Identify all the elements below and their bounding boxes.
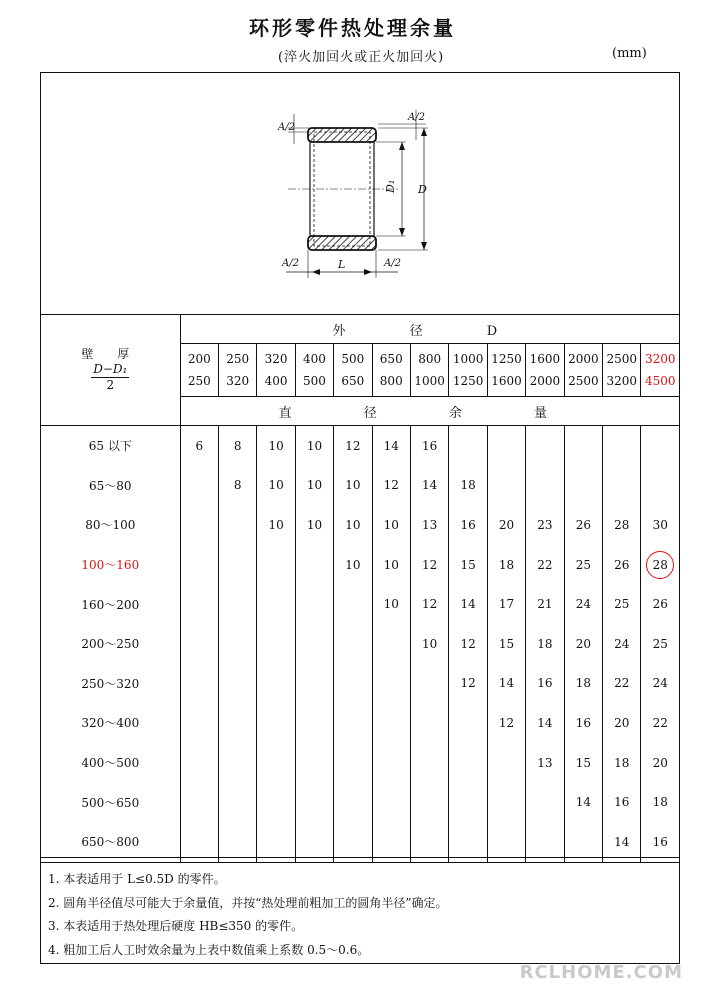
allowance-cell [295,743,333,783]
note-item: 2. 圆角半径值尽可能大于余量值，并按“热处理前粗加工的圆角半径”确定。 [48,895,448,910]
allowance-cell [219,743,257,783]
allowance-cell: 23 [526,505,564,545]
range-cell [257,344,295,397]
table-row [41,703,680,743]
allowance-cell: 15 [487,624,525,664]
wall-thickness-cell: 320～400 [41,703,181,743]
allowance-cell [295,624,333,664]
label-A2-top-right: A/2 [408,112,425,123]
wall-thickness-cell: 65～80 [41,466,181,506]
allowance-cell: 18 [564,664,602,704]
allowance-cell [180,624,218,664]
outer-diameter-header: 外 径 D [180,315,679,344]
wall-thickness-cell: 400～500 [41,743,181,783]
allowance-cell [257,743,295,783]
table-row [41,743,680,783]
allowance-cell: 10 [334,545,372,585]
watermark: RCLHOME.COM [519,962,683,983]
allowance-cell: 16 [449,505,487,545]
allowance-cell: 13 [526,743,564,783]
allowance-cell [219,782,257,822]
range-to: 250 [187,374,211,388]
allowance-cell: 16 [564,703,602,743]
allowance-cell [487,426,525,466]
table-row [41,782,680,822]
allowance-cell [219,703,257,743]
allowance-cell [564,466,602,506]
allowance-cell: 14 [449,584,487,624]
label-A2-bottom-right: A/2 [384,258,401,269]
range-cell [410,344,448,397]
range-to: 2000 [529,374,561,388]
allowance-cell: 8 [219,426,257,466]
allowance-cell [372,624,410,664]
label-D: D [418,183,427,196]
label-D1: D₁ [384,179,397,193]
ring-bottom-section [308,236,376,250]
wall-thickness-cell: 65 以下 [41,426,181,466]
allowance-cell: 20 [641,743,680,783]
allowance-cell: 12 [487,703,525,743]
allowance-cell: 10 [334,466,372,506]
wall-thickness-cell: 200～250 [41,624,181,664]
label-A2-top-left: A/2 [278,122,295,133]
ring-top-section [308,128,376,142]
allowance-cell [219,545,257,585]
allowance-cell: 14 [372,426,410,466]
allowance-cell: 18 [641,782,680,822]
page-title: 环形零件热处理余量 [249,16,456,40]
allowance-cell: 15 [449,545,487,585]
range-to: 2500 [568,374,599,388]
range-from: 800 [418,352,442,366]
allowance-cell: 16 [603,782,641,822]
allowance-cell: 10 [372,584,410,624]
allowance-cell: 12 [449,664,487,704]
allowance-cell: 10 [295,466,333,506]
allowance-cell [487,466,525,506]
allowance-cell [257,545,295,585]
range-to: 3200 [606,374,638,388]
allowance-cell [334,782,372,822]
allowance-cell: 6 [180,426,218,466]
range-from: 500 [341,352,365,366]
range-to: 800 [379,374,403,388]
range-to: 4500 [644,374,676,388]
allowance-cell [641,545,680,585]
allowance-cell [180,743,218,783]
allowance-cell: 12 [372,466,410,506]
range-cell [564,344,602,397]
allowance-cell: 18 [603,743,641,783]
table-row [41,624,680,664]
allowance-cell [334,703,372,743]
allowance-cell: 10 [295,426,333,466]
wall-thickness-cell: 80～100 [41,505,181,545]
wall-thickness-header [41,315,181,426]
allowance-cell [449,743,487,783]
allowance-cell [334,664,372,704]
range-from: 400 [303,352,326,366]
range-cell [180,344,218,397]
allowance-cell: 20 [487,505,525,545]
range-to: 500 [303,374,326,388]
allowance-cell: 20 [564,624,602,664]
allowance-cell: 14 [603,822,641,862]
allowance-cell: 12 [410,545,448,585]
allowance-cell [180,703,218,743]
allowance-cell: 12 [449,624,487,664]
allowance-cell [449,426,487,466]
allowance-cell: 24 [564,584,602,624]
range-from: 1000 [452,352,484,366]
allowance-cell: 30 [641,505,680,545]
allowance-cell [257,584,295,624]
allowance-cell: 12 [334,426,372,466]
allowance-cell: 20 [603,703,641,743]
range-cell [219,344,257,397]
allowance-cell: 18 [526,624,564,664]
wall-thickness-cell: 160～200 [41,584,181,624]
label-A2-bottom-left: A/2 [282,258,299,269]
allowance-cell [257,703,295,743]
range-from: 2000 [568,352,599,366]
table-row [41,466,680,506]
allowance-cell: 13 [410,505,448,545]
range-to: 400 [264,374,288,388]
allowance-cell: 14 [526,703,564,743]
allowance-cell: 14 [410,466,448,506]
allowance-cell: 24 [603,624,641,664]
range-cell [334,344,372,397]
allowance-cell [219,664,257,704]
range-cell [526,344,564,397]
allowance-cell [180,782,218,822]
allowance-cell [257,624,295,664]
range-from: 200 [187,352,211,366]
allowance-cell [564,426,602,466]
ring-part-diagram [266,100,456,290]
allowance-cell: 10 [372,545,410,585]
allowance-cell: 10 [295,505,333,545]
notes-section [48,868,668,962]
range-from: 3200 [644,352,676,366]
allowance-cell: 24 [641,664,680,704]
allowance-cell: 12 [410,584,448,624]
allowance-cell [295,584,333,624]
allowance-cell: 10 [372,505,410,545]
wall-thickness-cell: 500～650 [41,782,181,822]
allowance-cell [526,426,564,466]
allowance-cell [295,782,333,822]
allowance-cell: 10 [410,624,448,664]
allowance-cell: 28 [603,505,641,545]
allowance-cell [295,545,333,585]
allowance-cell: 17 [487,584,525,624]
note-item: 1. 本表适用于 L≤0.5D 的零件。 [48,872,226,886]
allowance-cell: 18 [487,545,525,585]
allowance-cell [487,743,525,783]
allowance-cell [372,703,410,743]
table-row [41,505,680,545]
allowance-cell: 16 [526,664,564,704]
allowance-cell: 10 [257,426,295,466]
wall-thickness-cell: 650～800 [41,822,181,862]
range-cell [372,344,410,397]
allowance-cell: 21 [526,584,564,624]
allowance-cell: 16 [641,822,680,862]
allowance-cell: 10 [257,466,295,506]
allowance-cell: 22 [526,545,564,585]
note-item: 3. 本表适用于热处理后硬度 HB≤350 的零件。 [48,919,304,933]
allowance-cell: 10 [257,505,295,545]
allowance-cell: 14 [487,664,525,704]
allowance-table [40,314,680,863]
allowance-cell [180,664,218,704]
wall-thickness-formula [91,362,129,393]
allowance-cell [641,426,680,466]
allowance-cell: 10 [334,505,372,545]
allowance-cell: 26 [564,505,602,545]
allowance-cell [257,782,295,822]
allowance-cell [372,782,410,822]
allowance-header: 直 径 余 量 [180,397,679,426]
allowance-cell [410,664,448,704]
range-cell [449,344,487,397]
allowance-cell [603,466,641,506]
range-from: 2500 [606,352,638,366]
allowance-cell [334,584,372,624]
formula-numerator: D−D₁ [93,362,128,376]
range-from: 320 [264,352,288,366]
allowance-cell [410,743,448,783]
table-row [41,664,680,704]
range-to: 1250 [452,374,484,388]
allowance-cell [219,584,257,624]
allowance-cell [180,545,218,585]
allowance-cell [295,664,333,704]
allowance-cell [410,703,448,743]
allowance-cell [219,505,257,545]
allowance-cell [180,584,218,624]
allowance-cell: 18 [449,466,487,506]
allowance-cell [372,664,410,704]
allowance-cell: 25 [641,624,680,664]
range-from: 1600 [529,352,561,366]
notes-divider [40,857,680,858]
range-to: 1000 [414,374,445,388]
table-row [41,426,680,466]
range-cell [603,344,641,397]
allowance-cell [641,466,680,506]
page-subtitle: (淬火加回火或正火加回火) [278,50,445,65]
allowance-cell [526,466,564,506]
allowance-cell: 15 [564,743,602,783]
allowance-cell [219,624,257,664]
allowance-cell: 26 [641,584,680,624]
range-cell [641,344,680,397]
allowance-cell [487,782,525,822]
range-to: 650 [341,374,365,388]
range-to: 1600 [491,374,522,388]
range-cell [487,344,525,397]
range-from: 1250 [491,352,522,366]
range-cell [295,344,333,397]
table-row [41,545,680,585]
unit-label: (mm) [612,46,647,61]
allowance-cell [410,782,448,822]
allowance-cell [372,743,410,783]
formula-denominator: 2 [106,378,115,392]
allowance-cell: 26 [603,545,641,585]
range-from: 250 [226,352,250,366]
allowance-cell [257,664,295,704]
range-to: 320 [226,374,250,388]
note-item: 4. 粗加工后人工时效余量为上表中数值乘上系数 0.5～0.6。 [48,942,370,957]
allowance-cell [449,782,487,822]
allowance-cell: 25 [564,545,602,585]
circled-value: 28 [646,551,674,579]
allowance-cell [180,466,218,506]
allowance-cell [603,426,641,466]
allowance-cell [334,743,372,783]
allowance-cell: 8 [219,466,257,506]
allowance-cell [526,782,564,822]
allowance-cell: 16 [410,426,448,466]
allowance-cell [449,703,487,743]
wall-thickness-cell: 250～320 [41,664,181,704]
allowance-cell: 22 [603,664,641,704]
allowance-cell: 22 [641,703,680,743]
table-row [41,584,680,624]
allowance-cell [334,624,372,664]
range-from: 650 [379,352,403,366]
allowance-cell [295,703,333,743]
allowance-cell: 25 [603,584,641,624]
label-L: L [338,258,346,271]
wall-thickness-cell: 100～160 [41,545,181,585]
allowance-cell: 14 [564,782,602,822]
wall-thickness-label: 壁 厚 [81,347,140,361]
allowance-cell [180,505,218,545]
